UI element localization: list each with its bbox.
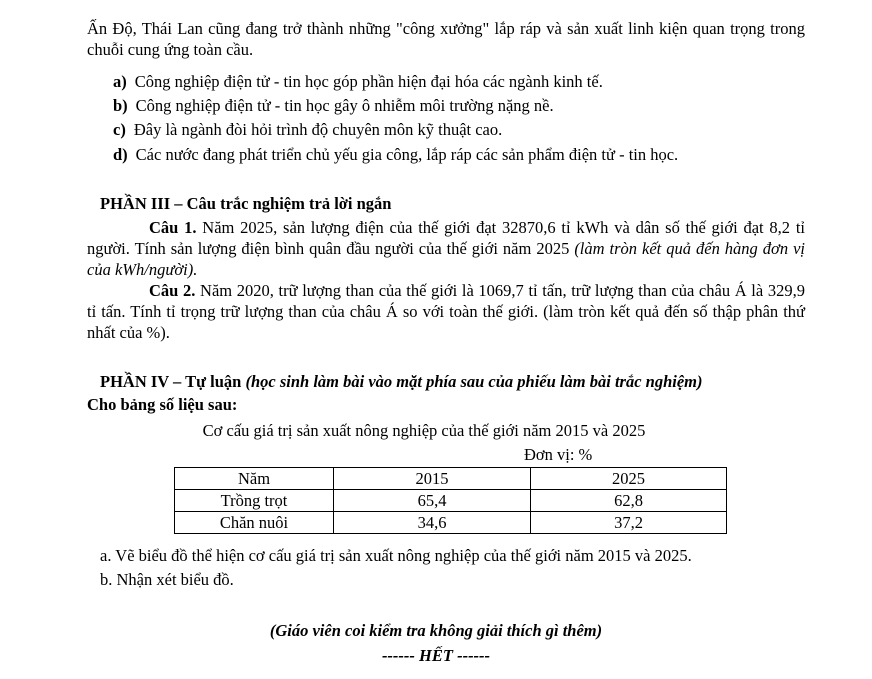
table-row [175, 490, 727, 512]
task-b: b. Nhận xét biểu đồ. [100, 570, 234, 589]
question-2-text: Năm 2020, trữ lượng than của thế giới là 1069,7 tỉ tấn, trữ lượng than của châu Á là 329,9 tỉ tấn. Tính tỉ trọng trữ lượng than của châu Á so với toàn thế giới. (làm tròn kết quả đến số thập phân thứ nhất của %). [87, 281, 805, 342]
table-cell: 65,4 [334, 490, 531, 512]
option-text: Các nước đang phát triển chủ yếu gia công, lắp ráp các sản phẩm điện tử - tin học. [135, 145, 679, 164]
question-2 [87, 280, 805, 343]
question-1-label: Câu 1. [149, 218, 197, 237]
part4-title-note: (học sinh làm bài vào mặt phía sau của phiếu làm bài trắc nghiệm) [245, 372, 703, 391]
given-label: Cho bảng số liệu sau: [87, 395, 238, 414]
option-letter: a) [113, 72, 127, 91]
part4-title-text: PHẦN IV – Tự luận [100, 372, 246, 391]
header-cell: 2015 [334, 468, 531, 490]
question-1-text: Năm 2025, sản lượng điện của thế giới đạt 32870,6 tỉ kWh và dân số thế giới đạt 8,2 tỉ người. Tính sản lượng điện bình quân đầu người của thế giới năm 2025 [87, 218, 805, 258]
part4-title [100, 371, 702, 392]
task-a: a. Vẽ biểu đồ thể hiện cơ cấu giá trị sản xuất nông nghiệp của thế giới năm 2015 và 2025. [100, 546, 692, 565]
option-c [113, 119, 502, 140]
question-2-label: Câu 2. [149, 281, 196, 300]
question-1-note: (làm tròn kết quả đến hàng đơn vị của kWh/người). [87, 239, 805, 279]
table-cell: 37,2 [531, 512, 727, 534]
option-letter: b) [113, 96, 128, 115]
option-letter: c) [113, 120, 126, 139]
data-table [174, 467, 727, 534]
option-b [113, 95, 554, 116]
table-cell: 62,8 [531, 490, 727, 512]
option-text: Công nghiệp điện tử - tin học gây ô nhiễm môi trường nặng nề. [135, 96, 554, 115]
table-row [175, 512, 727, 534]
table-caption: Cơ cấu giá trị sản xuất nông nghiệp của thế giới năm 2015 và 2025 [202, 421, 646, 440]
option-letter: d) [113, 145, 128, 164]
question-1 [87, 217, 805, 280]
header-cell: Năm [175, 468, 334, 490]
table-cell: Trồng trọt [175, 490, 334, 512]
option-d [113, 144, 678, 165]
footer-note: (Giáo viên coi kiểm tra không giải thích gì thêm) [269, 621, 603, 640]
table-cell: Chăn nuôi [175, 512, 334, 534]
table-unit: Đơn vị: % [524, 445, 593, 464]
header-cell: 2025 [531, 468, 727, 490]
table-cell: 34,6 [334, 512, 531, 534]
part3-title: PHẦN III – Câu trắc nghiệm trả lời ngắn [100, 194, 392, 213]
option-a [113, 71, 603, 92]
option-text: Đây là ngành đòi hỏi trình độ chuyên môn kỹ thuật cao. [133, 120, 503, 139]
intro-paragraph: Ấn Độ, Thái Lan cũng đang trở thành những "công xưởng" lắp ráp và sản xuất linh kiện quan trọng trong chuỗi cung ứng toàn cầu. [87, 19, 805, 59]
option-text: Công nghiệp điện tử - tin học góp phần hiện đại hóa các ngành kinh tế. [134, 72, 603, 91]
table-header-row [175, 468, 727, 490]
footer-end: ------ HẾT ------ [381, 646, 491, 665]
